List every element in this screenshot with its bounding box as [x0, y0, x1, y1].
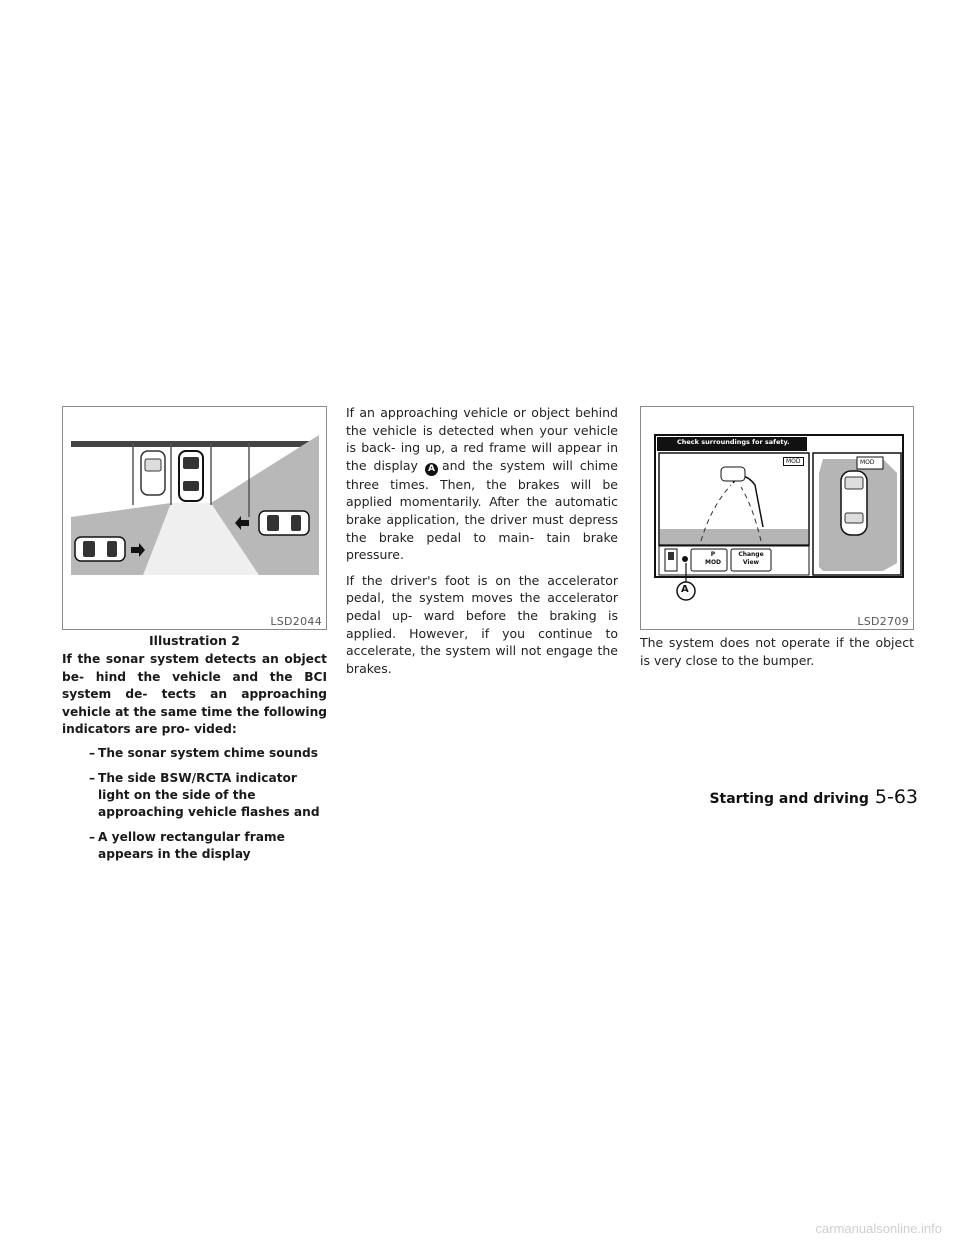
callout-a-icon: A: [425, 463, 438, 476]
mod-badge-left: MOD: [783, 457, 804, 466]
list-item: – A yellow rectangular frame appears in the display: [89, 829, 285, 861]
display-screen-figure: [640, 406, 914, 630]
paragraph-red-frame: If an approaching vehicle or object behind the vehicle is detected when your vehicle is back- ing up, a red frame will appear in the display A and the system will chime three times. Then, the brakes will be applied momentarily. After the automatic brake application, the driver must depress the brake pedal to main- tain brake pressure.: [346, 405, 618, 563]
section-title: Starting and driving: [709, 791, 869, 807]
figure-caption: Illustration 2: [149, 633, 240, 648]
watermark: carmanualsonline.info: [815, 1221, 942, 1236]
intro-paragraph: If the sonar system detects an object be- hind the vehicle and the BCI system de- tects an approaching vehicle at the same time the following indicators are pro- vided:: [62, 652, 327, 736]
mod-badge-right: MOD: [860, 459, 875, 466]
indicator-list: [62, 745, 327, 863]
figure-code: LSD2044: [270, 615, 322, 628]
screen-banner: Check surroundings for safety.: [677, 438, 790, 446]
column-right: [640, 634, 914, 677]
list-item: – The sonar system chime sounds: [89, 745, 319, 760]
page-number: 5-63: [874, 786, 918, 808]
figure-code: LSD2709: [857, 615, 909, 628]
p-mod-button: P MOD: [704, 551, 722, 566]
column-left: [62, 632, 327, 871]
paragraph-accelerator: If the driver's foot is on the accelerator pedal, the system moves the accelerator pedal up- ward before the braking is applied. However, if you continue to accelerate, the system will not engage the brakes.: [346, 572, 618, 676]
paragraph-bumper: The system does not operate if the object is very close to the bumper.: [640, 635, 914, 668]
callout-a-label: A: [681, 584, 689, 595]
column-middle: [346, 404, 618, 685]
parking-lot-diagram: [63, 407, 328, 631]
list-item: – The side BSW/RCTA indicator light on the side of the approaching vehicle flashes and: [89, 770, 320, 819]
illustration-parking-figure: [62, 406, 327, 630]
page-footer: [709, 786, 918, 808]
change-view-button: Change View: [738, 551, 764, 566]
